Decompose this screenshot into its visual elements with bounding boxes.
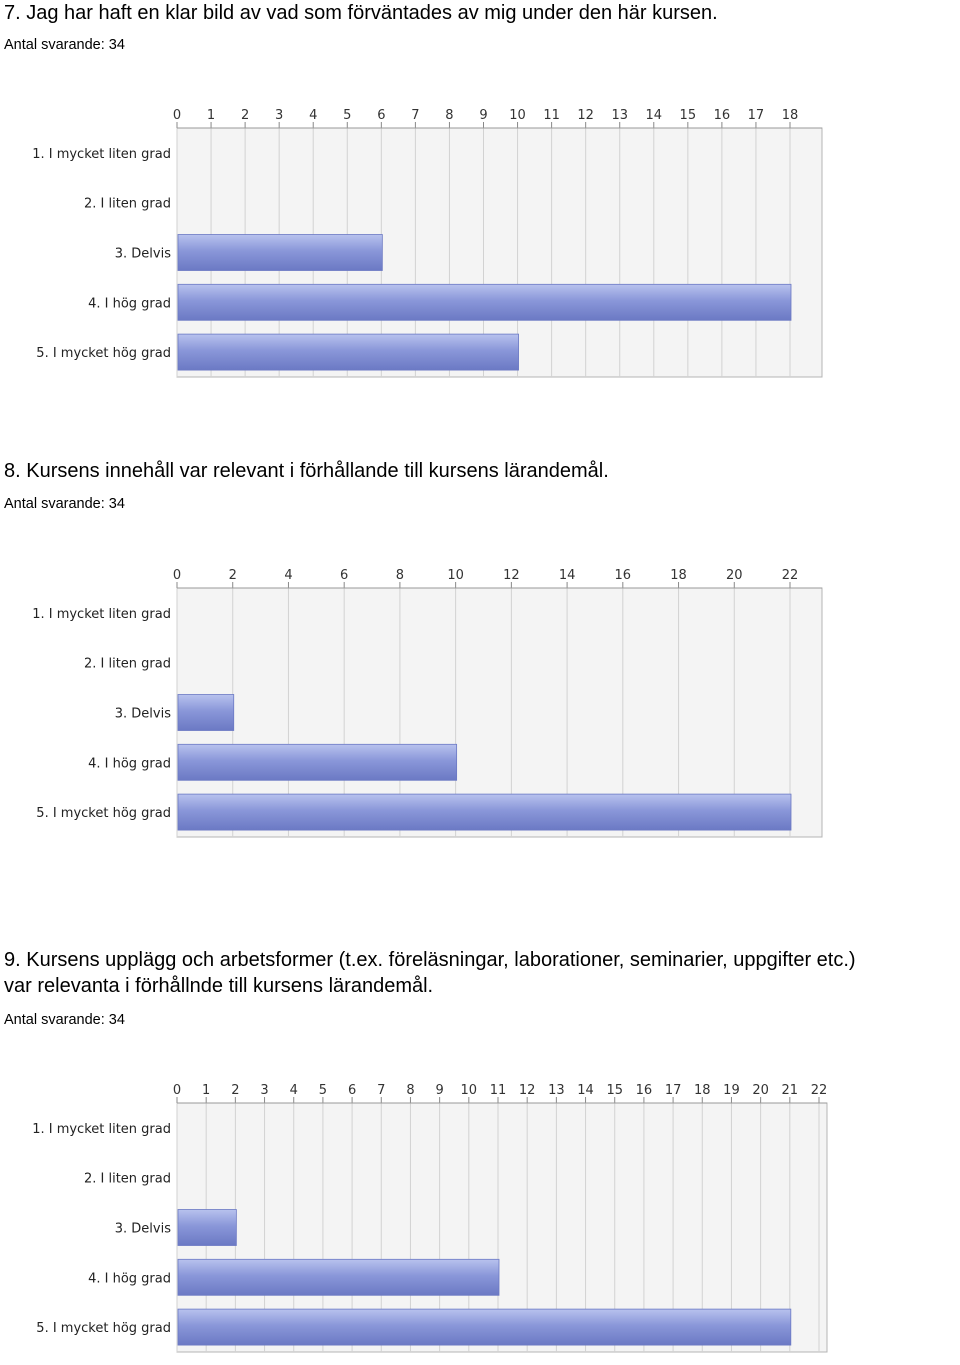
tick-label: 1: [202, 1083, 211, 1098]
tick-label: 16: [713, 108, 731, 123]
category-label: 3. Delvis: [114, 246, 171, 262]
tick-label: 22: [810, 1083, 828, 1098]
tick-label: 10: [447, 568, 464, 583]
bar: [178, 1309, 791, 1345]
bar: [178, 334, 519, 370]
category-label: 1. I mycket liten grad: [32, 146, 171, 162]
tick-label: 17: [664, 1083, 682, 1098]
category-label: 4. I hög grad: [88, 756, 171, 772]
category-label: 1. I mycket liten grad: [32, 1121, 171, 1137]
tick-label: 9: [435, 1083, 444, 1098]
bar: [178, 1259, 499, 1295]
tick-label: 6: [340, 568, 349, 583]
tick-label: 1: [206, 108, 216, 123]
tick-label: 3: [275, 108, 284, 123]
tick-label: 10: [460, 1083, 478, 1098]
tick-label: 22: [781, 568, 799, 583]
category-label: 4. I hög grad: [88, 1271, 171, 1287]
tick-label: 12: [577, 108, 594, 123]
category-label: 3. Delvis: [114, 1221, 171, 1237]
tick-label: 16: [614, 568, 632, 583]
tick-label: 9: [479, 108, 488, 123]
tick-label: 6: [347, 1083, 357, 1098]
category-label: 3. Delvis: [114, 706, 171, 722]
tick-label: 15: [679, 108, 697, 123]
tick-label: 3: [260, 1083, 269, 1098]
category-label: 5. I mycket hög grad: [36, 806, 171, 822]
tick-label: 5: [343, 108, 352, 123]
tick-label: 14: [577, 1083, 594, 1098]
tick-label: 20: [752, 1083, 769, 1098]
question-9-title-line2: var relevanta i förhållnde till kursens lärandemål.: [4, 975, 434, 997]
tick-label: 13: [611, 108, 628, 123]
tick-label: 8: [395, 568, 405, 583]
tick-label: 0: [172, 568, 182, 583]
tick-label: 4: [289, 1083, 298, 1098]
tick-label: 13: [548, 1083, 565, 1098]
question-7-title: 7. Jag har haft en klar bild av vad som förväntades av mig under den här kursen.: [4, 2, 718, 24]
bar: [178, 284, 791, 320]
category-label: 2. I liten grad: [83, 656, 171, 672]
category-label: 4. I hög grad: [88, 296, 171, 312]
tick-label: 18: [670, 568, 687, 583]
category-label: 5. I mycket hög grad: [36, 1321, 171, 1337]
tick-label: 4: [284, 568, 293, 583]
tick-label: 4: [309, 108, 318, 123]
tick-label: 2: [228, 568, 237, 583]
tick-label: 8: [445, 108, 454, 123]
tick-label: 11: [543, 108, 560, 123]
tick-label: 14: [645, 108, 663, 123]
category-label: 5. I mycket hög grad: [36, 346, 171, 362]
category-label: 2. I liten grad: [83, 196, 171, 212]
tick-label: 7: [377, 1083, 386, 1098]
bar: [178, 695, 234, 731]
question-8-bar-chart: [0, 560, 840, 850]
tick-label: 12: [518, 1083, 536, 1098]
tick-label: 2: [231, 1083, 240, 1098]
tick-label: 14: [558, 568, 576, 583]
tick-label: 12: [503, 568, 520, 583]
tick-label: 7: [411, 108, 420, 123]
tick-label: 15: [606, 1083, 624, 1098]
question-8-respondents: Antal svarande: 34: [4, 496, 125, 512]
bar: [178, 235, 382, 271]
tick-label: 17: [747, 108, 765, 123]
question-9-title: 9. Kursens upplägg och arbetsformer (t.ex. föreläsningar, laborationer, seminarier, uppgifter etc.): [4, 949, 856, 971]
tick-label: 19: [723, 1083, 740, 1098]
tick-label: 20: [725, 568, 743, 583]
bar: [178, 794, 791, 830]
question-8-title: 8. Kursens innehåll var relevant i förhållande till kursens lärandemål.: [4, 460, 609, 482]
bar: [178, 744, 457, 780]
question-9-bar-chart: [0, 1075, 840, 1365]
tick-label: 0: [172, 108, 182, 123]
category-label: 2. I liten grad: [83, 1171, 171, 1187]
question-9-respondents: Antal svarande: 34: [4, 1012, 125, 1028]
question-7-bar-chart: [0, 100, 840, 390]
question-7-respondents: Antal svarande: 34: [4, 37, 125, 53]
tick-label: 2: [240, 108, 250, 123]
bar: [178, 1210, 236, 1246]
tick-label: 11: [489, 1083, 507, 1098]
tick-label: 16: [635, 1083, 653, 1098]
category-label: 1. I mycket liten grad: [32, 606, 171, 622]
tick-label: 8: [406, 1083, 415, 1098]
tick-label: 5: [318, 1083, 328, 1098]
tick-label: 18: [693, 1083, 711, 1098]
tick-label: 6: [377, 108, 386, 123]
tick-label: 10: [509, 108, 526, 123]
tick-label: 18: [781, 108, 799, 123]
tick-label: 0: [172, 1083, 182, 1098]
tick-label: 21: [781, 1083, 799, 1098]
